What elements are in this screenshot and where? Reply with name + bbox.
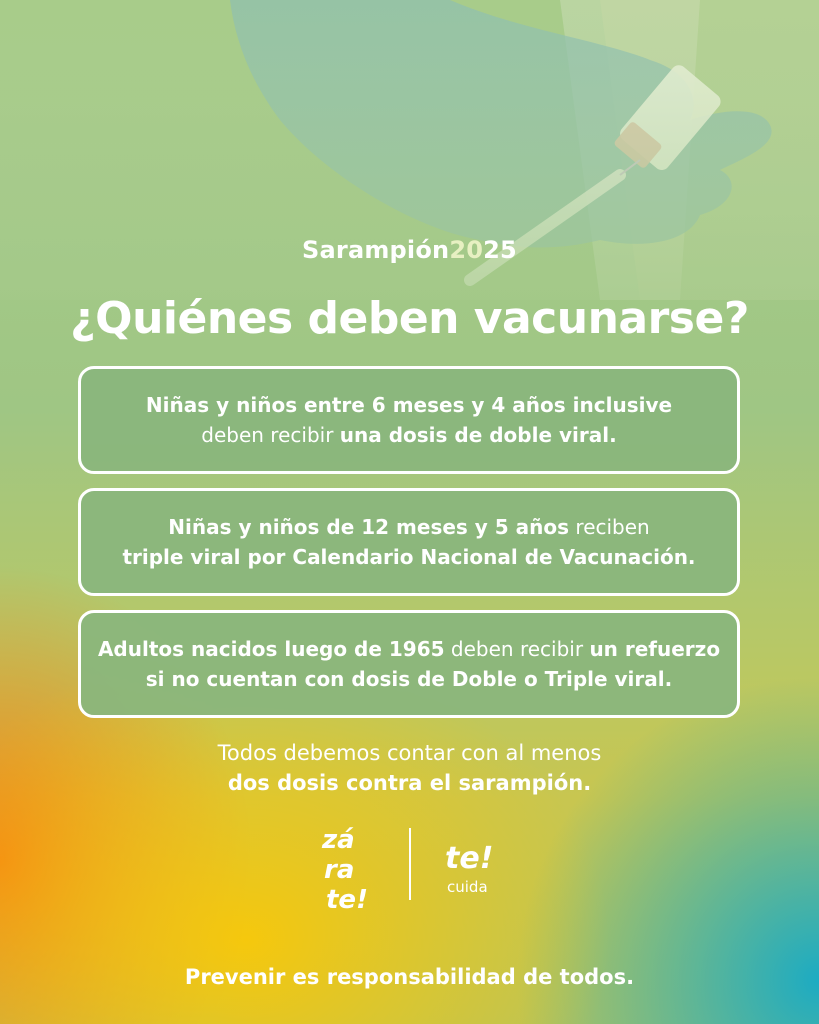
- zarate-logo-line3: te!: [326, 885, 368, 915]
- page-title: ¿Quiénes deben vacunarse?: [70, 293, 749, 344]
- footnote-line1: Todos debemos contar con al menos: [217, 741, 602, 765]
- card3-line1-light: deben recibir: [444, 637, 590, 661]
- card3-line1-bold2: un refuerzo: [589, 637, 721, 661]
- info-card-adults: [78, 610, 740, 718]
- brand-name: Sarampión: [302, 236, 450, 264]
- te-cuida-logo: [445, 841, 493, 896]
- campaign-brand: [0, 236, 819, 264]
- card1-line2-light: deben recibir: [201, 423, 340, 447]
- cuida-logo-text: cuida: [447, 878, 488, 896]
- zarate-logo: [321, 825, 368, 915]
- slogan: Prevenir es responsabilidad de todos.: [184, 965, 635, 989]
- logos: [300, 820, 540, 920]
- card3-line2: si no cuentan con dosis de Doble o Triple viral.: [145, 667, 673, 691]
- footnote: [0, 738, 819, 798]
- zarate-logo-line2: ra: [324, 855, 355, 885]
- card2-line2: triple viral por Calendario Nacional de Vacunación.: [122, 545, 696, 569]
- footnote-line2: dos dosis contra el sarampión.: [227, 771, 592, 795]
- card3-line1-bold: Adultos nacidos luego de 1965: [97, 637, 445, 661]
- te-logo-text: te!: [445, 841, 494, 876]
- zarate-logo-line1: zá: [322, 825, 355, 855]
- brand-year-part2: 25: [483, 236, 517, 264]
- card2-line1-bold: Niñas y niños de 12 meses y 5 años: [168, 515, 570, 539]
- info-card-children-12m-5y: [78, 488, 740, 596]
- card1-line1: Niñas y niños entre 6 meses y 4 años inclusive: [145, 393, 673, 417]
- info-card-children-6m-4y: [78, 366, 740, 474]
- card1-line2-bold: una dosis de doble viral.: [339, 423, 617, 447]
- brand-year-part1: 20: [449, 236, 484, 264]
- card2-line1-light: reciben: [569, 515, 650, 539]
